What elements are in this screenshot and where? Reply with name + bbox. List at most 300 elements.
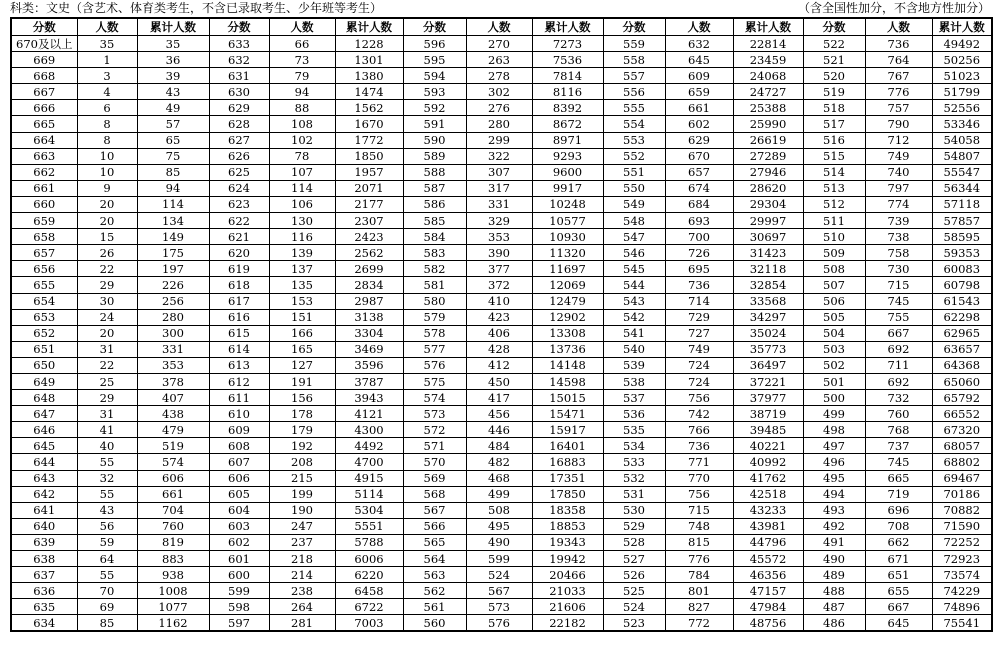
score-cell: 515 <box>803 148 865 164</box>
cumulative-cell: 37977 <box>733 390 803 406</box>
cumulative-cell: 17850 <box>532 486 603 502</box>
count-cell: 1 <box>77 52 137 68</box>
count-cell: 742 <box>665 406 733 422</box>
count-cell: 79 <box>269 68 335 84</box>
cumulative-cell: 46356 <box>733 567 803 583</box>
count-cell: 484 <box>466 438 532 454</box>
score-cell: 597 <box>209 615 269 632</box>
count-cell: 192 <box>269 438 335 454</box>
count-cell: 674 <box>665 180 733 196</box>
count-cell: 59 <box>77 534 137 550</box>
score-cell: 650 <box>11 357 77 373</box>
score-cell: 642 <box>11 486 77 502</box>
header-cumulative-4: 累计人数 <box>733 18 803 36</box>
count-cell: 41 <box>77 422 137 438</box>
count-cell: 764 <box>865 52 932 68</box>
score-cell: 543 <box>603 293 665 309</box>
count-cell: 609 <box>665 68 733 84</box>
score-cell: 559 <box>603 36 665 52</box>
score-cell: 651 <box>11 341 77 357</box>
cumulative-cell: 1957 <box>335 164 403 180</box>
cumulative-cell: 36497 <box>733 357 803 373</box>
count-cell: 758 <box>865 245 932 261</box>
count-cell: 390 <box>466 245 532 261</box>
table-body <box>11 36 992 632</box>
score-cell: 538 <box>603 373 665 389</box>
count-cell: 801 <box>665 583 733 599</box>
score-cell: 621 <box>209 229 269 245</box>
score-cell: 528 <box>603 534 665 550</box>
score-cell: 613 <box>209 357 269 373</box>
count-cell: 199 <box>269 486 335 502</box>
table-row <box>11 438 992 454</box>
count-cell: 165 <box>269 341 335 357</box>
cumulative-cell: 59353 <box>932 245 992 261</box>
count-cell: 629 <box>665 132 733 148</box>
table-row <box>11 551 992 567</box>
count-cell: 78 <box>269 148 335 164</box>
cumulative-cell: 49492 <box>932 36 992 52</box>
table-row <box>11 52 992 68</box>
cumulative-cell: 61543 <box>932 293 992 309</box>
cumulative-cell: 11320 <box>532 245 603 261</box>
count-cell: 740 <box>865 164 932 180</box>
cumulative-cell: 48756 <box>733 615 803 632</box>
cumulative-cell: 378 <box>137 373 209 389</box>
score-cell: 586 <box>403 196 466 212</box>
score-cell: 639 <box>11 534 77 550</box>
cumulative-cell: 3596 <box>335 357 403 373</box>
count-cell: 237 <box>269 534 335 550</box>
cumulative-cell: 8116 <box>532 84 603 100</box>
table-row <box>11 245 992 261</box>
cumulative-cell: 74896 <box>932 599 992 615</box>
count-cell: 712 <box>865 132 932 148</box>
cumulative-cell: 18358 <box>532 502 603 518</box>
table-row <box>11 309 992 325</box>
cumulative-cell: 44796 <box>733 534 803 550</box>
cumulative-cell: 22814 <box>733 36 803 52</box>
count-cell: 73 <box>269 52 335 68</box>
count-cell: 749 <box>665 341 733 357</box>
score-cell: 526 <box>603 567 665 583</box>
score-cell: 568 <box>403 486 466 502</box>
count-cell: 736 <box>665 438 733 454</box>
cumulative-cell: 42518 <box>733 486 803 502</box>
count-cell: 738 <box>865 229 932 245</box>
cumulative-cell: 64368 <box>932 357 992 373</box>
score-cell: 609 <box>209 422 269 438</box>
cumulative-cell: 4492 <box>335 438 403 454</box>
cumulative-cell: 70882 <box>932 502 992 518</box>
header-count-1: 人数 <box>77 18 137 36</box>
count-cell: 22 <box>77 261 137 277</box>
count-cell: 406 <box>466 325 532 341</box>
score-cell: 648 <box>11 390 77 406</box>
count-cell: 264 <box>269 599 335 615</box>
score-cell: 633 <box>209 36 269 52</box>
header-score-4: 分数 <box>603 18 665 36</box>
cumulative-cell: 43 <box>137 84 209 100</box>
cumulative-cell: 45572 <box>733 551 803 567</box>
score-cell: 592 <box>403 100 466 116</box>
cumulative-cell: 29304 <box>733 196 803 212</box>
score-cell: 550 <box>603 180 665 196</box>
count-cell: 263 <box>466 52 532 68</box>
count-cell: 499 <box>466 486 532 502</box>
count-cell: 599 <box>466 551 532 567</box>
score-cell: 662 <box>11 164 77 180</box>
count-cell: 29 <box>77 277 137 293</box>
score-cell: 490 <box>803 551 865 567</box>
cumulative-cell: 2307 <box>335 213 403 229</box>
score-cell: 661 <box>11 180 77 196</box>
table-row <box>11 422 992 438</box>
count-cell: 684 <box>665 196 733 212</box>
cumulative-cell: 134 <box>137 213 209 229</box>
table-row <box>11 277 992 293</box>
count-cell: 670 <box>665 148 733 164</box>
cumulative-cell: 70186 <box>932 486 992 502</box>
score-cell: 489 <box>803 567 865 583</box>
cumulative-cell: 353 <box>137 357 209 373</box>
count-cell: 20 <box>77 213 137 229</box>
cumulative-cell: 819 <box>137 534 209 550</box>
count-cell: 708 <box>865 518 932 534</box>
header-cumulative-2: 累计人数 <box>335 18 403 36</box>
count-cell: 55 <box>77 567 137 583</box>
count-cell: 114 <box>269 180 335 196</box>
score-cell: 583 <box>403 245 466 261</box>
score-cell: 644 <box>11 454 77 470</box>
count-cell: 715 <box>665 502 733 518</box>
cumulative-cell: 10248 <box>532 196 603 212</box>
cumulative-cell: 41762 <box>733 470 803 486</box>
count-cell: 317 <box>466 180 532 196</box>
header-count-2: 人数 <box>269 18 335 36</box>
table-row <box>11 36 992 52</box>
count-cell: 208 <box>269 454 335 470</box>
header-cumulative-3: 累计人数 <box>532 18 603 36</box>
score-cell: 486 <box>803 615 865 632</box>
count-cell: 29 <box>77 390 137 406</box>
count-cell: 456 <box>466 406 532 422</box>
cumulative-cell: 47157 <box>733 583 803 599</box>
cumulative-cell: 5551 <box>335 518 403 534</box>
score-cell: 554 <box>603 116 665 132</box>
score-cell: 496 <box>803 454 865 470</box>
table-row <box>11 390 992 406</box>
count-cell: 711 <box>865 357 932 373</box>
count-cell: 191 <box>269 373 335 389</box>
score-cell: 488 <box>803 583 865 599</box>
count-cell: 94 <box>269 84 335 100</box>
cumulative-cell: 35773 <box>733 341 803 357</box>
count-cell: 372 <box>466 277 532 293</box>
cumulative-cell: 3943 <box>335 390 403 406</box>
count-cell: 116 <box>269 229 335 245</box>
count-cell: 43 <box>77 502 137 518</box>
count-cell: 749 <box>865 148 932 164</box>
count-cell: 127 <box>269 357 335 373</box>
score-cell: 594 <box>403 68 466 84</box>
cumulative-cell: 43233 <box>733 502 803 518</box>
count-cell: 784 <box>665 567 733 583</box>
score-cell: 512 <box>803 196 865 212</box>
count-cell: 8 <box>77 132 137 148</box>
score-cell: 566 <box>403 518 466 534</box>
score-cell: 641 <box>11 502 77 518</box>
score-cell: 670及以上 <box>11 36 77 52</box>
count-cell: 727 <box>665 325 733 341</box>
cumulative-cell: 15015 <box>532 390 603 406</box>
score-cell: 531 <box>603 486 665 502</box>
cumulative-cell: 65 <box>137 132 209 148</box>
cumulative-cell: 2987 <box>335 293 403 309</box>
score-cell: 501 <box>803 373 865 389</box>
score-cell: 516 <box>803 132 865 148</box>
cumulative-cell: 72252 <box>932 534 992 550</box>
count-cell: 166 <box>269 325 335 341</box>
count-cell: 576 <box>466 615 532 632</box>
score-cell: 542 <box>603 309 665 325</box>
score-cell: 546 <box>603 245 665 261</box>
table-row <box>11 148 992 164</box>
cumulative-cell: 661 <box>137 486 209 502</box>
score-cell: 630 <box>209 84 269 100</box>
score-cell: 626 <box>209 148 269 164</box>
score-cell: 532 <box>603 470 665 486</box>
cumulative-cell: 7003 <box>335 615 403 632</box>
score-cell: 666 <box>11 100 77 116</box>
count-cell: 22 <box>77 357 137 373</box>
score-cell: 663 <box>11 148 77 164</box>
table-row <box>11 357 992 373</box>
score-cell: 547 <box>603 229 665 245</box>
count-cell: 64 <box>77 551 137 567</box>
count-cell: 31 <box>77 406 137 422</box>
count-cell: 771 <box>665 454 733 470</box>
bonus-note: （含全国性加分，不含地方性加分） <box>797 1 990 15</box>
count-cell: 10 <box>77 164 137 180</box>
score-cell: 487 <box>803 599 865 615</box>
score-cell: 499 <box>803 406 865 422</box>
cumulative-cell: 1772 <box>335 132 403 148</box>
score-cell: 664 <box>11 132 77 148</box>
count-cell: 756 <box>665 486 733 502</box>
score-cell: 591 <box>403 116 466 132</box>
subject-caption: 科类：文史（含艺术、体育类考生，不含已录取考生、少年班等考生） <box>10 1 383 15</box>
score-cell: 635 <box>11 599 77 615</box>
score-cell: 605 <box>209 486 269 502</box>
cumulative-cell: 1228 <box>335 36 403 52</box>
count-cell: 156 <box>269 390 335 406</box>
cumulative-cell: 760 <box>137 518 209 534</box>
score-cell: 617 <box>209 293 269 309</box>
cumulative-cell: 55547 <box>932 164 992 180</box>
cumulative-cell: 65792 <box>932 390 992 406</box>
score-cell: 565 <box>403 534 466 550</box>
score-cell: 563 <box>403 567 466 583</box>
header-score-3: 分数 <box>403 18 466 36</box>
count-cell: 667 <box>865 599 932 615</box>
score-cell: 556 <box>603 84 665 100</box>
count-cell: 567 <box>466 583 532 599</box>
cumulative-cell: 57118 <box>932 196 992 212</box>
cumulative-cell: 4915 <box>335 470 403 486</box>
count-cell: 6 <box>77 100 137 116</box>
score-cell: 503 <box>803 341 865 357</box>
cumulative-cell: 57 <box>137 116 209 132</box>
table-row <box>11 615 992 632</box>
cumulative-cell: 9293 <box>532 148 603 164</box>
score-cell: 502 <box>803 357 865 373</box>
score-cell: 612 <box>209 373 269 389</box>
score-cell: 530 <box>603 502 665 518</box>
cumulative-cell: 35024 <box>733 325 803 341</box>
score-cell: 557 <box>603 68 665 84</box>
count-cell: 412 <box>466 357 532 373</box>
score-cell: 611 <box>209 390 269 406</box>
score-cell: 548 <box>603 213 665 229</box>
score-cell: 593 <box>403 84 466 100</box>
count-cell: 55 <box>77 454 137 470</box>
score-cell: 607 <box>209 454 269 470</box>
score-cell: 540 <box>603 341 665 357</box>
score-cell: 631 <box>209 68 269 84</box>
count-cell: 238 <box>269 583 335 599</box>
count-cell: 423 <box>466 309 532 325</box>
score-cell: 610 <box>209 406 269 422</box>
count-cell: 730 <box>865 261 932 277</box>
score-cell: 615 <box>209 325 269 341</box>
count-cell: 450 <box>466 373 532 389</box>
score-cell: 492 <box>803 518 865 534</box>
cumulative-cell: 38719 <box>733 406 803 422</box>
count-cell: 66 <box>269 36 335 52</box>
cumulative-cell: 24068 <box>733 68 803 84</box>
cumulative-cell: 3304 <box>335 325 403 341</box>
count-cell: 302 <box>466 84 532 100</box>
header-row <box>11 18 992 36</box>
score-cell: 506 <box>803 293 865 309</box>
cumulative-cell: 149 <box>137 229 209 245</box>
count-cell: 40 <box>77 438 137 454</box>
count-cell: 732 <box>865 390 932 406</box>
cumulative-cell: 27946 <box>733 164 803 180</box>
count-cell: 700 <box>665 229 733 245</box>
score-cell: 522 <box>803 36 865 52</box>
score-cell: 604 <box>209 502 269 518</box>
cumulative-cell: 6006 <box>335 551 403 567</box>
count-cell: 770 <box>665 470 733 486</box>
cumulative-cell: 33568 <box>733 293 803 309</box>
score-cell: 624 <box>209 180 269 196</box>
count-cell: 108 <box>269 116 335 132</box>
count-cell: 736 <box>865 36 932 52</box>
count-cell: 602 <box>665 116 733 132</box>
cumulative-cell: 7536 <box>532 52 603 68</box>
count-cell: 331 <box>466 196 532 212</box>
table-row <box>11 325 992 341</box>
score-cell: 603 <box>209 518 269 534</box>
score-cell: 523 <box>603 615 665 632</box>
cumulative-cell: 2834 <box>335 277 403 293</box>
count-cell: 4 <box>77 84 137 100</box>
cumulative-cell: 6220 <box>335 567 403 583</box>
cumulative-cell: 438 <box>137 406 209 422</box>
count-cell: 322 <box>466 148 532 164</box>
count-cell: 15 <box>77 229 137 245</box>
cumulative-cell: 57857 <box>932 213 992 229</box>
score-cell: 497 <box>803 438 865 454</box>
cumulative-cell: 197 <box>137 261 209 277</box>
cumulative-cell: 67320 <box>932 422 992 438</box>
cumulative-cell: 1670 <box>335 116 403 132</box>
score-cell: 525 <box>603 583 665 599</box>
cumulative-cell: 574 <box>137 454 209 470</box>
cumulative-cell: 606 <box>137 470 209 486</box>
cumulative-cell: 10930 <box>532 229 603 245</box>
cumulative-cell: 51023 <box>932 68 992 84</box>
count-cell: 766 <box>665 422 733 438</box>
count-cell: 31 <box>77 341 137 357</box>
header-score-2: 分数 <box>209 18 269 36</box>
cumulative-cell: 25388 <box>733 100 803 116</box>
score-cell: 558 <box>603 52 665 68</box>
count-cell: 55 <box>77 486 137 502</box>
score-cell: 599 <box>209 583 269 599</box>
score-cell: 535 <box>603 422 665 438</box>
cumulative-cell: 19343 <box>532 534 603 550</box>
cumulative-cell: 50256 <box>932 52 992 68</box>
table-row <box>11 470 992 486</box>
count-cell: 278 <box>466 68 532 84</box>
cumulative-cell: 3138 <box>335 309 403 325</box>
count-cell: 655 <box>865 583 932 599</box>
count-cell: 719 <box>865 486 932 502</box>
score-cell: 578 <box>403 325 466 341</box>
score-cell: 572 <box>403 422 466 438</box>
score-cell: 665 <box>11 116 77 132</box>
cumulative-cell: 5304 <box>335 502 403 518</box>
table-row <box>11 406 992 422</box>
score-cell: 551 <box>603 164 665 180</box>
count-cell: 737 <box>865 438 932 454</box>
score-cell: 646 <box>11 422 77 438</box>
count-cell: 214 <box>269 567 335 583</box>
score-cell: 520 <box>803 68 865 84</box>
score-cell: 655 <box>11 277 77 293</box>
score-cell: 579 <box>403 309 466 325</box>
count-cell: 745 <box>865 293 932 309</box>
cumulative-cell: 175 <box>137 245 209 261</box>
table-row <box>11 486 992 502</box>
cumulative-cell: 8392 <box>532 100 603 116</box>
count-cell: 32 <box>77 470 137 486</box>
cumulative-cell: 66552 <box>932 406 992 422</box>
score-cell: 581 <box>403 277 466 293</box>
count-cell: 726 <box>665 245 733 261</box>
count-cell: 645 <box>665 52 733 68</box>
cumulative-cell: 28620 <box>733 180 803 196</box>
table-row <box>11 583 992 599</box>
score-cell: 493 <box>803 502 865 518</box>
cumulative-cell: 7273 <box>532 36 603 52</box>
score-cell: 491 <box>803 534 865 550</box>
header-count-4: 人数 <box>665 18 733 36</box>
cumulative-cell: 63657 <box>932 341 992 357</box>
